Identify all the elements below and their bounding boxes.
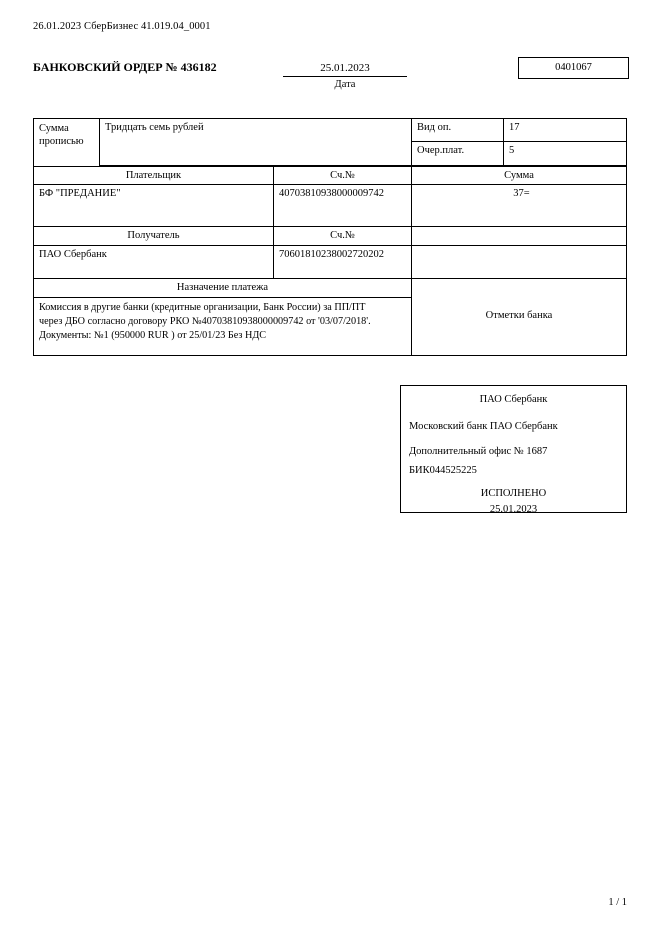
operation-kind-label: Вид оп. [411,118,503,142]
receiver-name: ПАО Сбербанк [33,246,273,279]
operation-kind-value: 17 [503,118,627,142]
stamp-status-date: 25.01.2023 [489,504,538,515]
stamp-branch: Московский банк ПАО Сбербанк [409,421,558,432]
receiver-spacer [411,227,627,246]
purpose-header: Назначение платежа [33,279,411,298]
table-row [33,166,627,185]
stamp-bik: БИК044525225 [409,465,477,476]
document-date-rule [283,76,407,77]
amount-header: Сумма [411,166,627,185]
operation-priority-value: 5 [503,142,627,166]
receiver-amount-spacer [411,246,627,279]
form-code-box: 0401067 [518,57,629,79]
table-row [33,279,627,298]
receiver-account-header: Сч.№ [273,227,411,246]
purpose-text [33,298,411,356]
amount-words-value: Тридцать семь рублей [99,118,411,166]
order-table [33,118,627,356]
purpose-line-3: Документы: №1 (950000 RUR ) от 25/01/23 Без НДС [39,329,267,341]
bank-marks-header: Отметки банка [411,298,627,356]
amount-words-label [33,118,99,166]
operation-block [411,118,627,166]
document-date: 25.01.2023 [320,62,370,74]
table-row [33,298,627,356]
document-date-label: Дата [334,79,356,90]
amount-words-label-line1: Сумма [39,123,69,134]
purpose-line-2: через ДБО согласно договору РКО №40703810938000009742 от '03/07/2018'. [39,315,371,327]
payer-header: Плательщик [33,166,273,185]
payer-name: БФ "ПРЕДАНИЕ" [33,185,273,227]
amount-words-label-line2: прописью [39,136,84,148]
page-title: БАНКОВСКИЙ ОРДЕР № 436182 [33,60,217,74]
receiver-account: 70601810238002720202 [273,246,411,279]
stamp-office: Дополнительный офис № 1687 [409,446,548,457]
stamp-status: ИСПОЛНЕНО [480,488,547,499]
payer-account: 40703810938000009742 [273,185,411,227]
stamp-bank-name: ПАО Сбербанк [479,394,548,405]
receiver-header: Получатель [33,227,273,246]
table-row [33,118,627,166]
payer-account-header: Сч.№ [273,166,411,185]
bank-stamp [400,385,627,513]
document-meta-line: 26.01.2023 СберБизнес 41.019.04_0001 [33,21,211,32]
amount-value: 37= [411,185,627,227]
page-number: 1 / 1 [608,897,627,908]
operation-priority-label: Очер.плат. [411,142,503,166]
bank-marks-spacer [411,279,627,298]
table-row [33,227,627,246]
table-row [33,185,627,227]
purpose-line-1: Комиссия в другие банки (кредитные организации, Банк России) за ПП/ПТ [39,302,366,313]
table-row [33,246,627,279]
